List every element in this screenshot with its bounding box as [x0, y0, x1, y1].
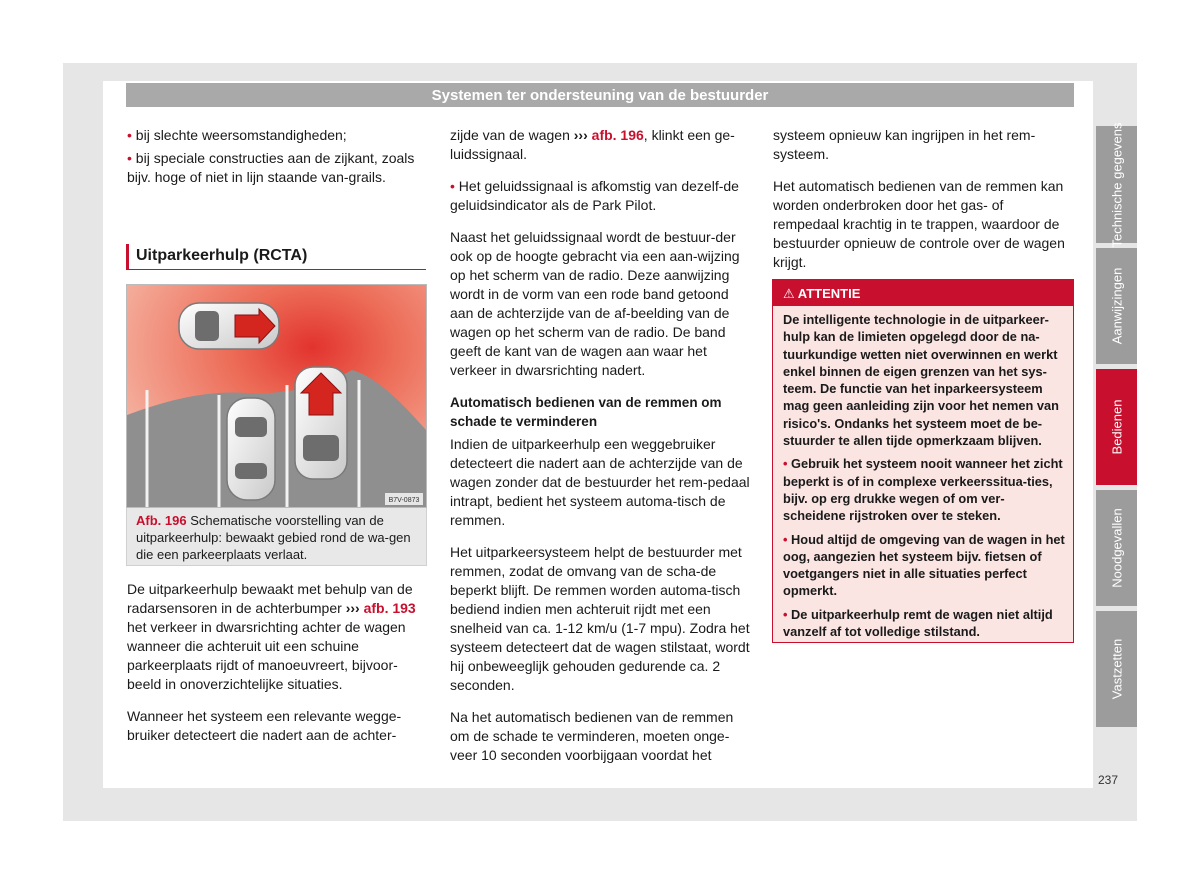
warning-paragraph: De intelligente technologie in de uitparkeer-hulp kan de limieten opgelegd door de na-tuurkundige wetten niet overwinnen en werkt enkel binnen de eigen grenzen van het sys-teem. De functie van het inparkeersysteem mag geen aanleiding zijn voor het nemen van risico's. Ondanks het systeem moet de be-stuurder te allen tijde opmerkzaam blijven.	[783, 312, 1059, 449]
paragraph-text: zijde van de wagen	[450, 127, 570, 143]
tab-vastzetten[interactable]	[1096, 611, 1137, 727]
warning-box	[772, 279, 1074, 643]
warning-title: ATTENTIE	[797, 286, 861, 301]
paragraph: Wanneer het systeem een relevante wegge-bruiker detecteert die nadert aan de achter-	[127, 708, 402, 743]
column-3	[773, 126, 1073, 285]
tab-technische-gegevens[interactable]	[1096, 121, 1137, 248]
warning-triangle-icon: ⚠	[783, 286, 795, 301]
tab-label: Technische gegevens	[1109, 121, 1124, 248]
tab-label: Aanwijzingen	[1109, 267, 1124, 345]
warning-bullet: De uitparkeerhulp remt de wagen niet altijd vanzelf af tot volledige stilstand.	[783, 606, 1053, 640]
caption-text: Schematische voorstelling van de uitparkeerhulp: bewaakt gebied rond de wa-gen die een parkeerplaats verlaat.	[136, 513, 411, 562]
paragraph: Indien de uitparkeerhulp een weggebruiker detecteert die nadert aan de achterzijde van de wagen zonder dat de bestuurder het rem-pedaal intrapt, bedient het systeem automa-tisch de remmen.	[450, 436, 750, 528]
paragraph: systeem opnieuw kan ingrijpen in het rem-systeem.	[773, 127, 1036, 162]
paragraph-text: , klinkt een ge-luidssignaal.	[450, 127, 735, 162]
chevron-icon: ›››	[573, 127, 588, 143]
tab-bedienen[interactable]	[1096, 369, 1137, 485]
column-1	[127, 126, 427, 200]
bullet-text: bij slechte weersomstandigheden;	[135, 127, 347, 143]
car-parked-left	[227, 398, 275, 500]
bullet-icon: •	[783, 606, 788, 622]
page-number: 237	[1098, 773, 1119, 787]
paragraph: Naast het geluidssignaal wordt de bestuur-der ook op de hoogte gebracht via een aan-wijzing op het scherm van de radio. Deze aanwijzing wordt in de vorm van een rode band getoond aan de achterzijde van de af-beelding van de wagen op het scherm van de radio. De band geeft de kant van de wagen aan waar het verkeer in dwarsrichting nadert.	[450, 229, 740, 378]
paragraph-text: De uitparkeerhulp bewaakt met behulp van de radarsensoren in de achterbumper	[127, 581, 413, 616]
tab-label: Bedienen	[1109, 399, 1124, 455]
warning-header	[773, 280, 1073, 306]
bullet-text: Het geluidssignaal is afkomstig van dezelf-de geluidsindicator als de Park Pilot.	[450, 178, 739, 213]
figure-caption	[126, 508, 427, 566]
bullet-icon: •	[450, 178, 455, 194]
bullet-icon: •	[127, 150, 132, 166]
warning-bullet: Gebruik het systeem nooit wanneer het zicht beperkt is of in complexe verkeerssitua-ties, bijv. op erg drukke wegen of om ver-scheidene rijstroken over te steken.	[783, 456, 1063, 524]
tab-label: Noodgevallen	[1109, 508, 1124, 588]
figure-196	[126, 284, 427, 508]
paragraph: Het uitparkeersysteem helpt de bestuurder met remmen, zodat de omvang van de scha-de beperkt blijft. De remmen worden automa-tisch bediend indien men achteruit rijdt met een snelheid van ca. 1-12 km/u (1-7 mpu). Zodra het systeem detecteert dat de wagen stilstaat, wordt hij onbeweeglijk gehouden gedurende ca. 2 seconden.	[450, 544, 750, 693]
warning-bullet: Houd altijd de omgeving van de wagen in het oog, aangezien het systeem bijv. fietsen of voetgangers niet in alle situaties perfect opmerkt.	[783, 531, 1065, 599]
bullet-text: bij speciale constructies aan de zijkant, zoals bijv. hoge of niet in lijn staande van-grails.	[127, 150, 415, 185]
warning-body	[773, 306, 1073, 640]
bullet-icon: •	[127, 127, 132, 143]
bullet-icon: •	[783, 531, 788, 547]
car-reversing	[295, 367, 347, 479]
car-top-left	[179, 303, 279, 349]
column-2	[450, 126, 750, 778]
figure-code: B7V-0873	[388, 497, 420, 504]
tab-aanwijzingen[interactable]	[1096, 248, 1137, 364]
paragraph: Het automatisch bedienen van de remmen kan worden onderbroken door het gas- of rempedaal krachtig in te trappen, waardoor de bestuurder opnieuw de controle over de wagen krijgt.	[773, 178, 1065, 270]
subheading: Automatisch bedienen van de remmen om schade te verminderen	[450, 395, 722, 429]
chevron-icon: ›››	[345, 600, 360, 616]
caption-label: Afb. 196	[136, 513, 187, 528]
chapter-header: Systemen ter ondersteuning van de bestuurder	[126, 83, 1074, 107]
paragraph-text: het verkeer in dwarsrichting achter de wagen wanneer die achteruit uit een schuine parkeerplaats rijdt of manoeuvreert, bijvoor-beeld in onoverzichtelijke situaties.	[127, 619, 406, 692]
tab-label: Vastzetten	[1109, 638, 1124, 700]
paragraph: Na het automatisch bedienen van de remmen om de schade te verminderen, moeten onge-veer 10 seconden voorbijgaan voordat het	[450, 709, 734, 763]
section-title: Uitparkeerhulp (RCTA)	[126, 244, 426, 270]
bullet-icon: •	[783, 456, 788, 472]
parking-diagram	[127, 285, 426, 507]
figure-link[interactable]: afb. 196	[591, 127, 644, 143]
figure-link[interactable]: afb. 193	[363, 600, 416, 616]
tab-noodgevallen[interactable]	[1096, 490, 1137, 606]
column-1-body	[127, 580, 427, 758]
